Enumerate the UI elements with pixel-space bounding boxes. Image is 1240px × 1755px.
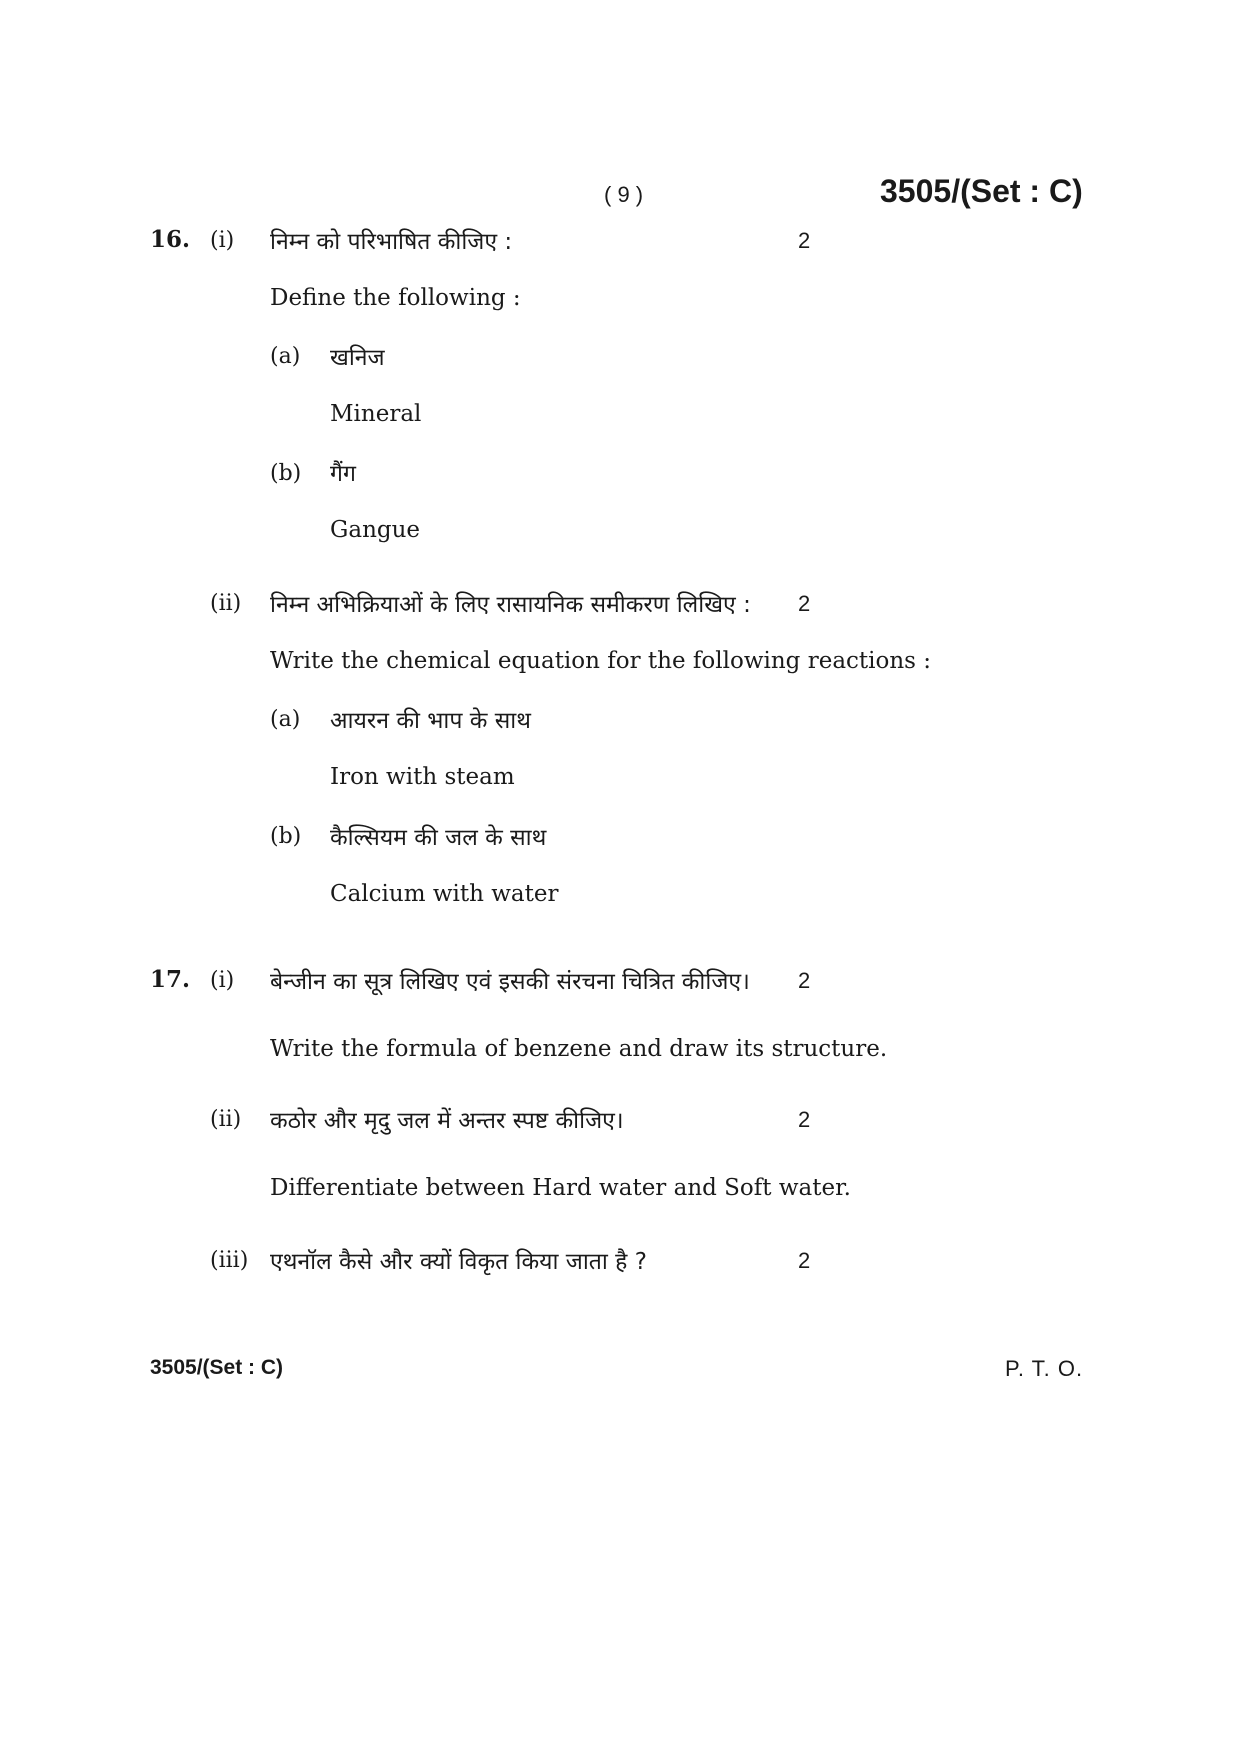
q16-part-i-marks: 2 — [798, 228, 811, 253]
q16-part-ii-hindi: निम्न अभिक्रियाओं के लिए रासायनिक समीकरण लिखिए : — [270, 592, 751, 618]
q16-i-b-label: (b) — [270, 461, 302, 486]
q16-i-a-label: (a) — [270, 344, 301, 369]
q16-part-ii-label: (ii) — [210, 591, 242, 616]
q16-part-ii-english: Write the chemical equation for the following reactions : — [270, 648, 932, 674]
q16-ii-b-english: Calcium with water — [330, 881, 559, 907]
paper-code-footer: 3505/(Set : C) — [150, 1356, 284, 1379]
q16-i-a-hindi: खनिज — [330, 345, 385, 371]
q16-i-b-hindi: गैंग — [330, 461, 356, 487]
q17-part-ii-hindi: कठोर और मृदु जल में अन्तर स्पष्ट कीजिए। — [270, 1108, 624, 1134]
q16-ii-a-english: Iron with steam — [330, 764, 515, 790]
q16-part-i-english: Define the following : — [270, 285, 521, 311]
q16-ii-a-label: (a) — [270, 707, 301, 732]
q17-part-iii-hindi: एथनॉल कैसे और क्यों विकृत किया जाता है ? — [270, 1249, 647, 1275]
q16-part-i-hindi: निम्न को परिभाषित कीजिए : — [270, 229, 513, 255]
q17-part-iii-marks: 2 — [798, 1248, 811, 1273]
q17-part-ii-english: Differentiate between Hard water and Soft water. — [270, 1175, 851, 1201]
please-turn-over: P. T. O. — [1005, 1356, 1084, 1381]
q17-part-i-marks: 2 — [798, 968, 811, 993]
q16-part-ii-marks: 2 — [798, 591, 811, 616]
q16-ii-a-hindi: आयरन की भाप के साथ — [330, 708, 531, 734]
q16-i-a-english: Mineral — [330, 401, 422, 427]
q17-part-iii-label: (iii) — [210, 1248, 249, 1273]
page-number: ( 9 ) — [604, 182, 644, 207]
paper-code-header: 3505/(Set : C) — [880, 173, 1083, 209]
q16-i-b-english: Gangue — [330, 517, 421, 543]
q17-part-i-label: (i) — [210, 968, 235, 993]
q17-part-ii-label: (ii) — [210, 1107, 242, 1132]
q16-part-i-label: (i) — [210, 228, 235, 253]
q17-part-ii-marks: 2 — [798, 1107, 811, 1132]
q17-part-i-english: Write the formula of benzene and draw its structure. — [270, 1036, 888, 1062]
question-17-number: 17. — [150, 966, 191, 993]
question-16-number: 16. — [150, 226, 191, 253]
q16-ii-b-label: (b) — [270, 824, 302, 849]
q17-part-i-hindi: बेन्जीन का सूत्र लिखिए एवं इसकी संरचना चित्रित कीजिए। — [270, 969, 750, 995]
q16-ii-b-hindi: कैल्सियम की जल के साथ — [330, 825, 547, 851]
